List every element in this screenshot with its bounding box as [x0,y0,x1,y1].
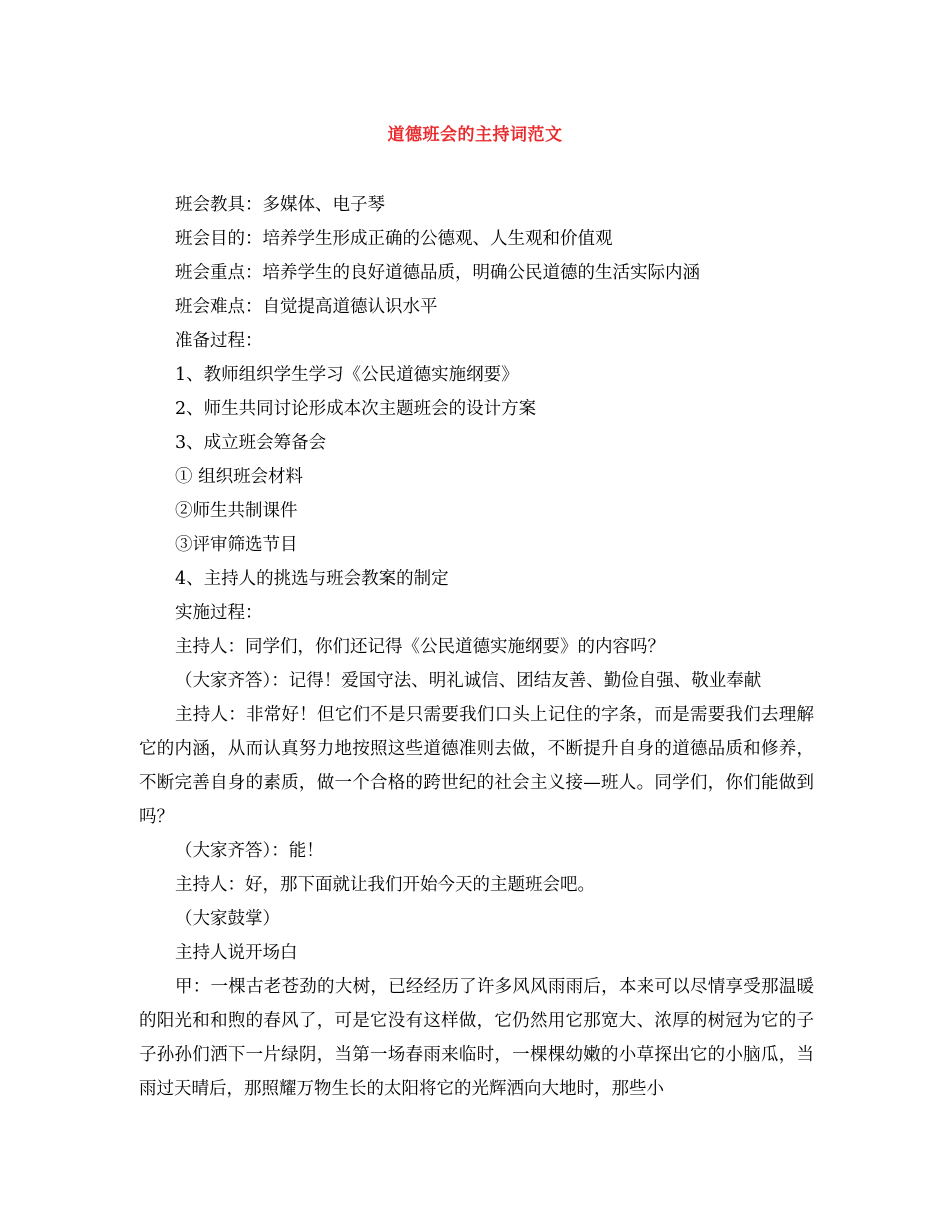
paragraph-applause: （大家鼓掌） [175,909,280,929]
paragraph-host-start: 主持人：好，那下面就让我们开始今天的主题班会吧。 [175,875,595,895]
paragraph-preparation-heading: 准备过程： [175,331,263,351]
paragraph-all-answer-1: （大家齐答）：记得！爱国守法、明礼诚信、团结友善、勤俭自强、敬业奉献 [175,671,762,691]
document-title: 道德班会的主持词范文 [387,125,563,145]
paragraph-prep-step-3: 3、成立班会筹备会 [175,433,327,453]
paragraph-prep-step-4: 4、主持人的挑选与班会教案的制定 [175,569,449,589]
paragraph-host-speech: 主持人：非常好！但它们不是只需要我们口头上记住的字条，而是需要我们去理解它的内涵，从而认真努力地按照这些道德准则去做，不断提升自身的道德品质和修养，不断完善自身的素质，做一个合格的跨世纪的社会主义接—班人。同学们，你们能做到吗？ [139,705,814,827]
paragraph-key-point: 班会重点：培养学生的良好道德品质，明确公民道德的生活实际内涵 [175,263,700,283]
paragraph-all-answer-2: （大家齐答）：能！ [175,841,324,861]
document-body [139,188,814,1106]
paragraph-teaching-aids: 班会教具：多媒体、电子琴 [175,195,385,215]
paragraph-prep-sub-2: ②师生共制课件 [175,501,298,521]
paragraph-prep-sub-3: ③评审筛选节目 [175,535,298,555]
paragraph-speaker-a: 甲：一棵古老苍劲的大树，已经经历了许多风风雨雨后，本来可以尽情享受那温暖的阳光和和煦的春风了，可是它没有这样做，它仍然用它那宽大、浓厚的树冠为它的子子孙孙们洒下一片绿阴，当第一场春雨来临时，一棵棵幼嫩的小草探出它的小脑瓜，当雨过天晴后，那照耀万物生长的太阳将它的光辉洒向大地时，那些小 [139,977,814,1099]
paragraph-implementation-heading: 实施过程： [175,603,263,623]
paragraph-prep-step-1: 1、教师组织学生学习《公民道德实施纲要》 [175,365,519,385]
paragraph-opening-remarks: 主持人说开场白 [175,943,298,963]
paragraph-host-question: 主持人：同学们，你们还记得《公民道德实施纲要》的内容吗？ [175,637,665,657]
paragraph-goal: 班会目的：培养学生形成正确的公德观、人生观和价值观 [175,229,613,249]
paragraph-difficulty: 班会难点：自觉提高道德认识水平 [175,297,438,317]
paragraph-prep-sub-1: ① 组织班会材料 [175,467,304,487]
paragraph-prep-step-2: 2、师生共同讨论形成本次主题班会的设计方案 [175,399,537,419]
